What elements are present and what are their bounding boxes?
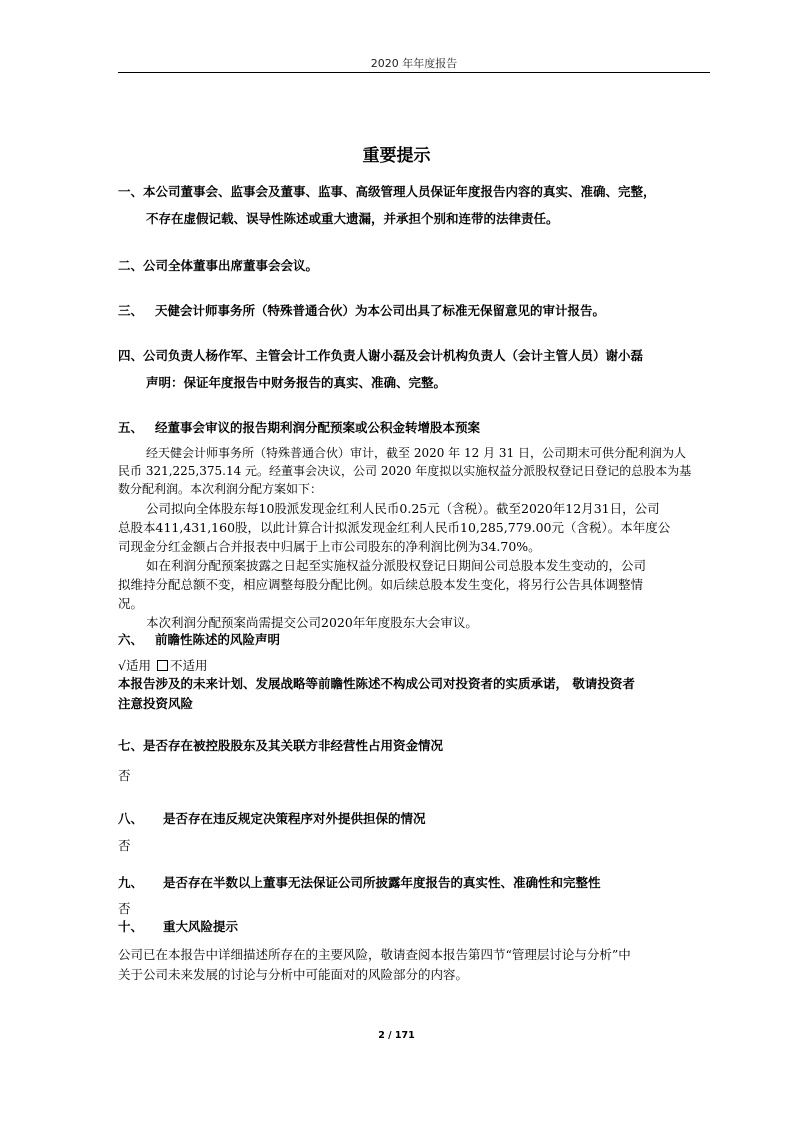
section-5-para-3-line-1: 如在利润分配预案披露之日起至实施权益分派股权登记日期间公司总股本发生变动的，公司 (146, 558, 647, 573)
section-1-line-2: 不存在虚假记载、误导性陈述或重大遗漏，并承担个别和连带的法律责任。 (146, 211, 559, 226)
section-8-answer: 否 (118, 838, 131, 853)
section-7-title: 七、是否存在被控股股东及其关联方非经营性占用资金情况 (118, 738, 444, 753)
section-10-title: 重大风险提示 (163, 919, 239, 934)
section-5-para-4: 本次利润分配预案尚需提交公司2020年年度股东大会审议。 (146, 615, 478, 630)
section-6-line-2: 注意投资风险 (118, 696, 194, 711)
checkbox-icon (157, 660, 168, 671)
section-5-para-1-line-1: 经天健会计师事务所（特殊普通合伙）审计，截至 2020 年 12 月 31 日，公司期末可供分配利润为人 (146, 446, 686, 460)
applicability-options (118, 656, 207, 674)
header-divider (118, 72, 710, 73)
section-10-number: 十、 (118, 919, 144, 934)
section-1-line-1: 一、本公司董事会、监事会及董事、监事、高级管理人员保证年度报告内容的真实、准确、完整， (118, 184, 656, 199)
section-6-title: 前瞻性陈述的风险声明 (155, 632, 281, 647)
section-5-para-1-line-2: 民币 321,225,375.14 元。经董事会决议，公司 2020 年度拟以实施权益分派股权登记日登记的总股本为基 (118, 464, 692, 478)
section-5-para-3-line-3: 况。 (118, 596, 144, 611)
page-header: 2020 年年度报告 (370, 57, 458, 70)
section-5-title: 经董事会审议的报告期利润分配预案或公积金转增股本预案 (155, 420, 481, 435)
section-3-text: 天健会计师事务所（特殊普通合伙）为本公司出具了标准无保留意见的审计报告。 (155, 303, 606, 318)
section-9-number: 九、 (118, 875, 144, 890)
section-6-line-1: 本报告涉及的未来计划、发展战略等前瞻性陈述不构成公司对投资者的实质承诺， 敬请投资者 (118, 676, 635, 691)
section-10-line-1: 公司已在本报告中详细描述所存在的主要风险，敬请查阅本报告第四节“管理层讨论与分析”中 (118, 947, 631, 962)
page-number: 2 / 171 (378, 1030, 415, 1041)
section-5-para-2-line-1: 公司拟向全体股东每10股派发现金红利人民币0.25元（含税）。截至2020年12月31日，公司 (146, 501, 660, 516)
section-5-para-1-line-3: 数分配利润。本次利润分配方案如下： (118, 482, 323, 496)
section-5-para-3-line-2: 拟维持分配总额不变，相应调整每股分配比例。如后续总股本发生变化，将另行公告具体调整情 (118, 577, 644, 592)
applicable-option: √适用 (118, 658, 151, 673)
section-3-number: 三、 (118, 303, 144, 318)
section-8-title: 是否存在违反规定决策程序对外提供担保的情况 (163, 811, 426, 826)
not-applicable-option: 不适用 (169, 658, 208, 673)
section-9-answer: 否 (118, 901, 131, 916)
section-8-number: 八、 (118, 811, 144, 826)
section-5-number: 五、 (118, 420, 144, 435)
section-9-title: 是否存在半数以上董事无法保证公司所披露年度报告的真实性、准确性和完整性 (163, 875, 601, 890)
section-5-para-2-line-2: 总股本411,431,160股，以此计算合计拟派发现金红利人民币10,285,779.00元（含税）。本年度公 (118, 520, 671, 535)
section-5-para-2-line-3: 司现金分红金额占合并报表中归属于上市公司股东的净利润比例为34.70%。 (118, 539, 541, 554)
section-7-answer: 否 (118, 768, 131, 783)
section-10-line-2: 关于公司未来发展的讨论与分析中可能面对的风险部分的内容。 (118, 967, 469, 982)
section-4-line-2: 声明：保证年度报告中财务报告的真实、准确、完整。 (146, 375, 447, 390)
page-title: 重要提示 (362, 146, 431, 166)
section-4-line-1: 四、公司负责人杨作军、主管会计工作负责人谢小磊及会计机构负责人（会计主管人员）谢小磊 (118, 348, 644, 363)
section-6-number: 六、 (118, 632, 144, 647)
section-2: 二、公司全体董事出席董事会会议。 (118, 258, 319, 273)
